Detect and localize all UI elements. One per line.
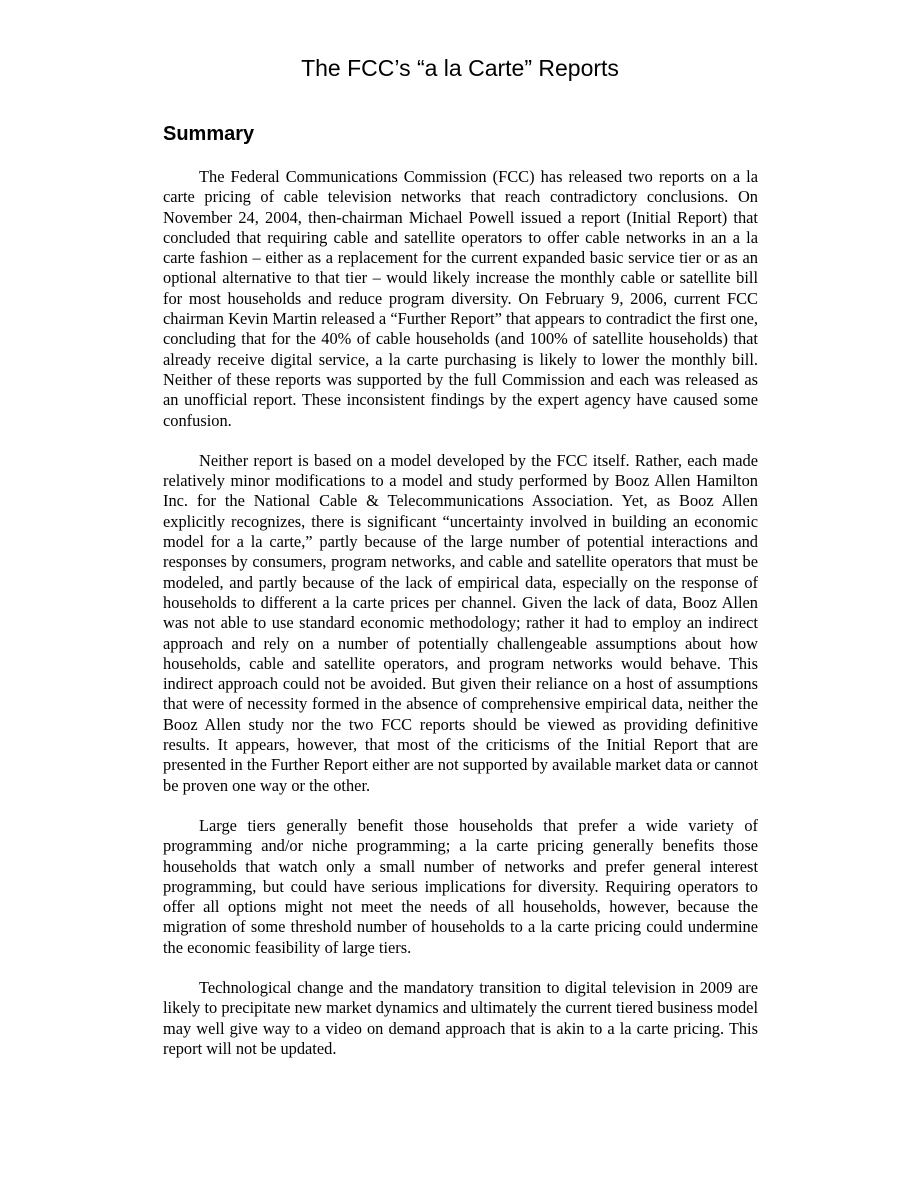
paragraph: The Federal Communications Commission (FCC) has released two reports on a la carte pricing of cable television networks that reach contradictory conclusions. On November 24, 2004, then-chairman Michael Powell issued a report (Initial Report) that concluded that requiring cable and satellite operators to offer cable networks in an a la carte fashion – either as a replacement for the current expanded basic service tier or as an optional alternative to that tier – would likely increase the monthly cable or satellite bill for most households and reduce program diversity. On February 9, 2006, current FCC chairman Kevin Martin released a “Further Report” that appears to contradict the first one, concluding that for the 40% of cable households (and 100% of satellite households) that already receive digital service, a la carte purchasing is likely to lower the monthly bill. Neither of these reports was supported by the full Commission and each was released as an unofficial report. These inconsistent findings by the expert agency have caused some confusion. (163, 167, 758, 430)
summary-body (163, 167, 758, 1079)
paragraph: Neither report is based on a model developed by the FCC itself. Rather, each made relatively minor modifications to a model and study performed by Booz Allen Hamilton Inc. for the National Cable & Telecommunications Association. Yet, as Booz Allen explicitly recognizes, there is significant “uncertainty involved in building an economic model for a la carte,” partly because of the large number of potential interactions and responses by consumers, program networks, and cable and satellite operators that must be modeled, and partly because of the lack of empirical data, especially on the response of households to different a la carte prices per channel. Given the lack of data, Booz Allen was not able to use standard economic methodology; rather it had to employ an indirect approach and rely on a number of potentially challengeable assumptions about how households, cable and satellite operators, and program networks would behave. This indirect approach could not be avoided. But given their reliance on a host of assumptions that were of necessity formed in the absence of comprehensive empirical data, neither the Booz Allen study nor the two FCC reports should be viewed as providing definitive results. It appears, however, that most of the criticisms of the Initial Report that are presented in the Further Report either are not supported by available market data or cannot be proven one way or the other. (163, 450, 758, 795)
document-title: The FCC’s “a la Carte” Reports (301, 55, 619, 81)
paragraph: Technological change and the mandatory transition to digital television in 2009 are likely to precipitate new market dynamics and ultimately the current tiered business model may well give way to a video on demand approach that is akin to a la carte pricing. This report will not be updated. (163, 977, 758, 1058)
paragraph: Large tiers generally benefit those households that prefer a wide variety of programming and/or niche programming; a la carte pricing generally benefits those households that watch only a small number of networks and prefer general interest programming, but could have serious implications for diversity. Requiring operators to offer all options might not meet the needs of all households, however, because the migration of some threshold number of households to a la carte pricing could undermine the economic feasibility of large tiers. (163, 815, 758, 957)
section-heading-summary: Summary (163, 123, 255, 145)
